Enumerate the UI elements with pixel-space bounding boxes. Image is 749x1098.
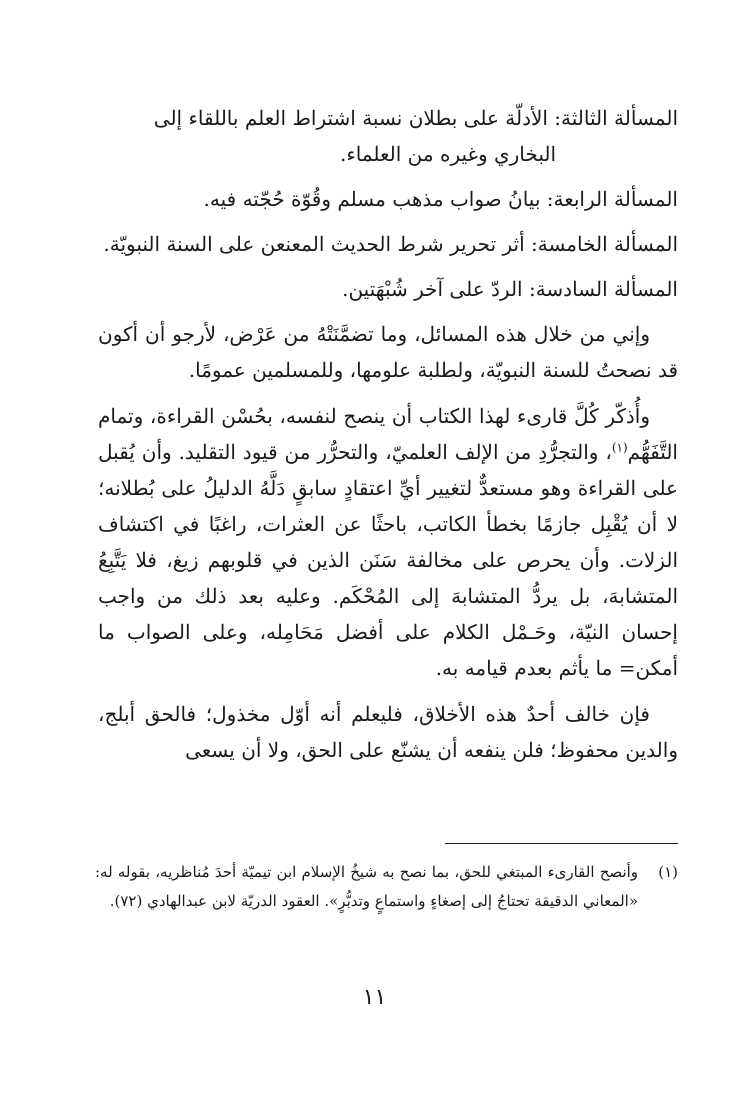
masala-3 [98, 100, 678, 172]
paragraph-hope: وإني من خلال هذه المسائل، وما تضمَّنَتْهُ من عَرْض، لأرجو أن أكون قد نصحتُ للسنة النبويّة، ولطلبة علومها، وللمسلمين عمومًا. [98, 322, 678, 382]
masala-3-line2: البخاري وغيره من العلماء. [339, 142, 556, 166]
masala-3-line1: المسألة الثالثة: الأدلّة على بطلان نسبة اشتراط العلم باللقاء إلى [153, 106, 678, 130]
main-text [98, 100, 678, 778]
footnote-number: (١) [658, 863, 678, 881]
masala-5: المسألة الخامسة: أثر تحرير شرط الحديث المعنعن على السنة النبويّة. [103, 232, 678, 256]
reader-advice-part2: ، والتجرُّدِ من الإلف العلميّ، والتحرُّر من قيود التقليد. وأن يُقبل على القراءة وهو مستعدٌّ لتغيير أيِّ اعتقادٍ سابقٍ دَلَّهُ الدليلُ على بُطلانه؛ لا أن يُقْبِل جازمًا بخطأ الكاتب، باحثًا عن العثرات، راغبًا في اكتشاف الزلات. وأن يحرص على مخالفة سَنَن الذين في قلوبهم زيغ، فلا يَتَّبِعُ المتشابهَ، بل يردُّ المتشابهَ إلى المُحْكَم. وعليه بعد ذلك من واجب إحسان النيّة، وحَـمْل الكلام على أفضل مَحَامِله، وعلى الصواب ما أمكن= ما يأثم بعدم قيامه به. [98, 440, 678, 680]
masala-4: المسألة الرابعة: بيانُ صواب مذهب مسلم وقُوّة حُجّته فيه. [203, 187, 678, 211]
page-number: ١١ [362, 985, 387, 1010]
footnote [95, 858, 678, 916]
paragraph-reader-advice [98, 398, 678, 686]
footnote-reference[interactable]: (١) [611, 440, 628, 455]
masala-6: المسألة السادسة: الردّ على آخر شُبْهَتين. [342, 277, 678, 301]
paragraph-opposer: فإن خالف أحدٌ هذه الأخلاق، فليعلم أنه أوّل مخذول؛ فالحق أبلج، والدين محفوظ؛ فلن ينفعه أن يشنّع على الحق، ولا أن يسعى [98, 702, 678, 762]
reader-advice-part1: وأُذكّر كُلَّ قارىء لهذا الكتاب أن ينصح لنفسه، بحُسْن القراءة، وتمام التَّفَهُّم [98, 404, 678, 464]
footnote-text: وأنصح القارىء المبتغي للحق، بما نصح به شيخُ الإسلام ابن تيميّة أحدَ مُناظريه، بقوله له: «المعاني الدقيقة تحتاجُ إلى إصغاءٍ واستماعٍ وتدبُّرٍ». العقود الدريّة لابن عبدالهادي (٧٢). [95, 863, 638, 910]
footnote-separator [445, 843, 678, 844]
